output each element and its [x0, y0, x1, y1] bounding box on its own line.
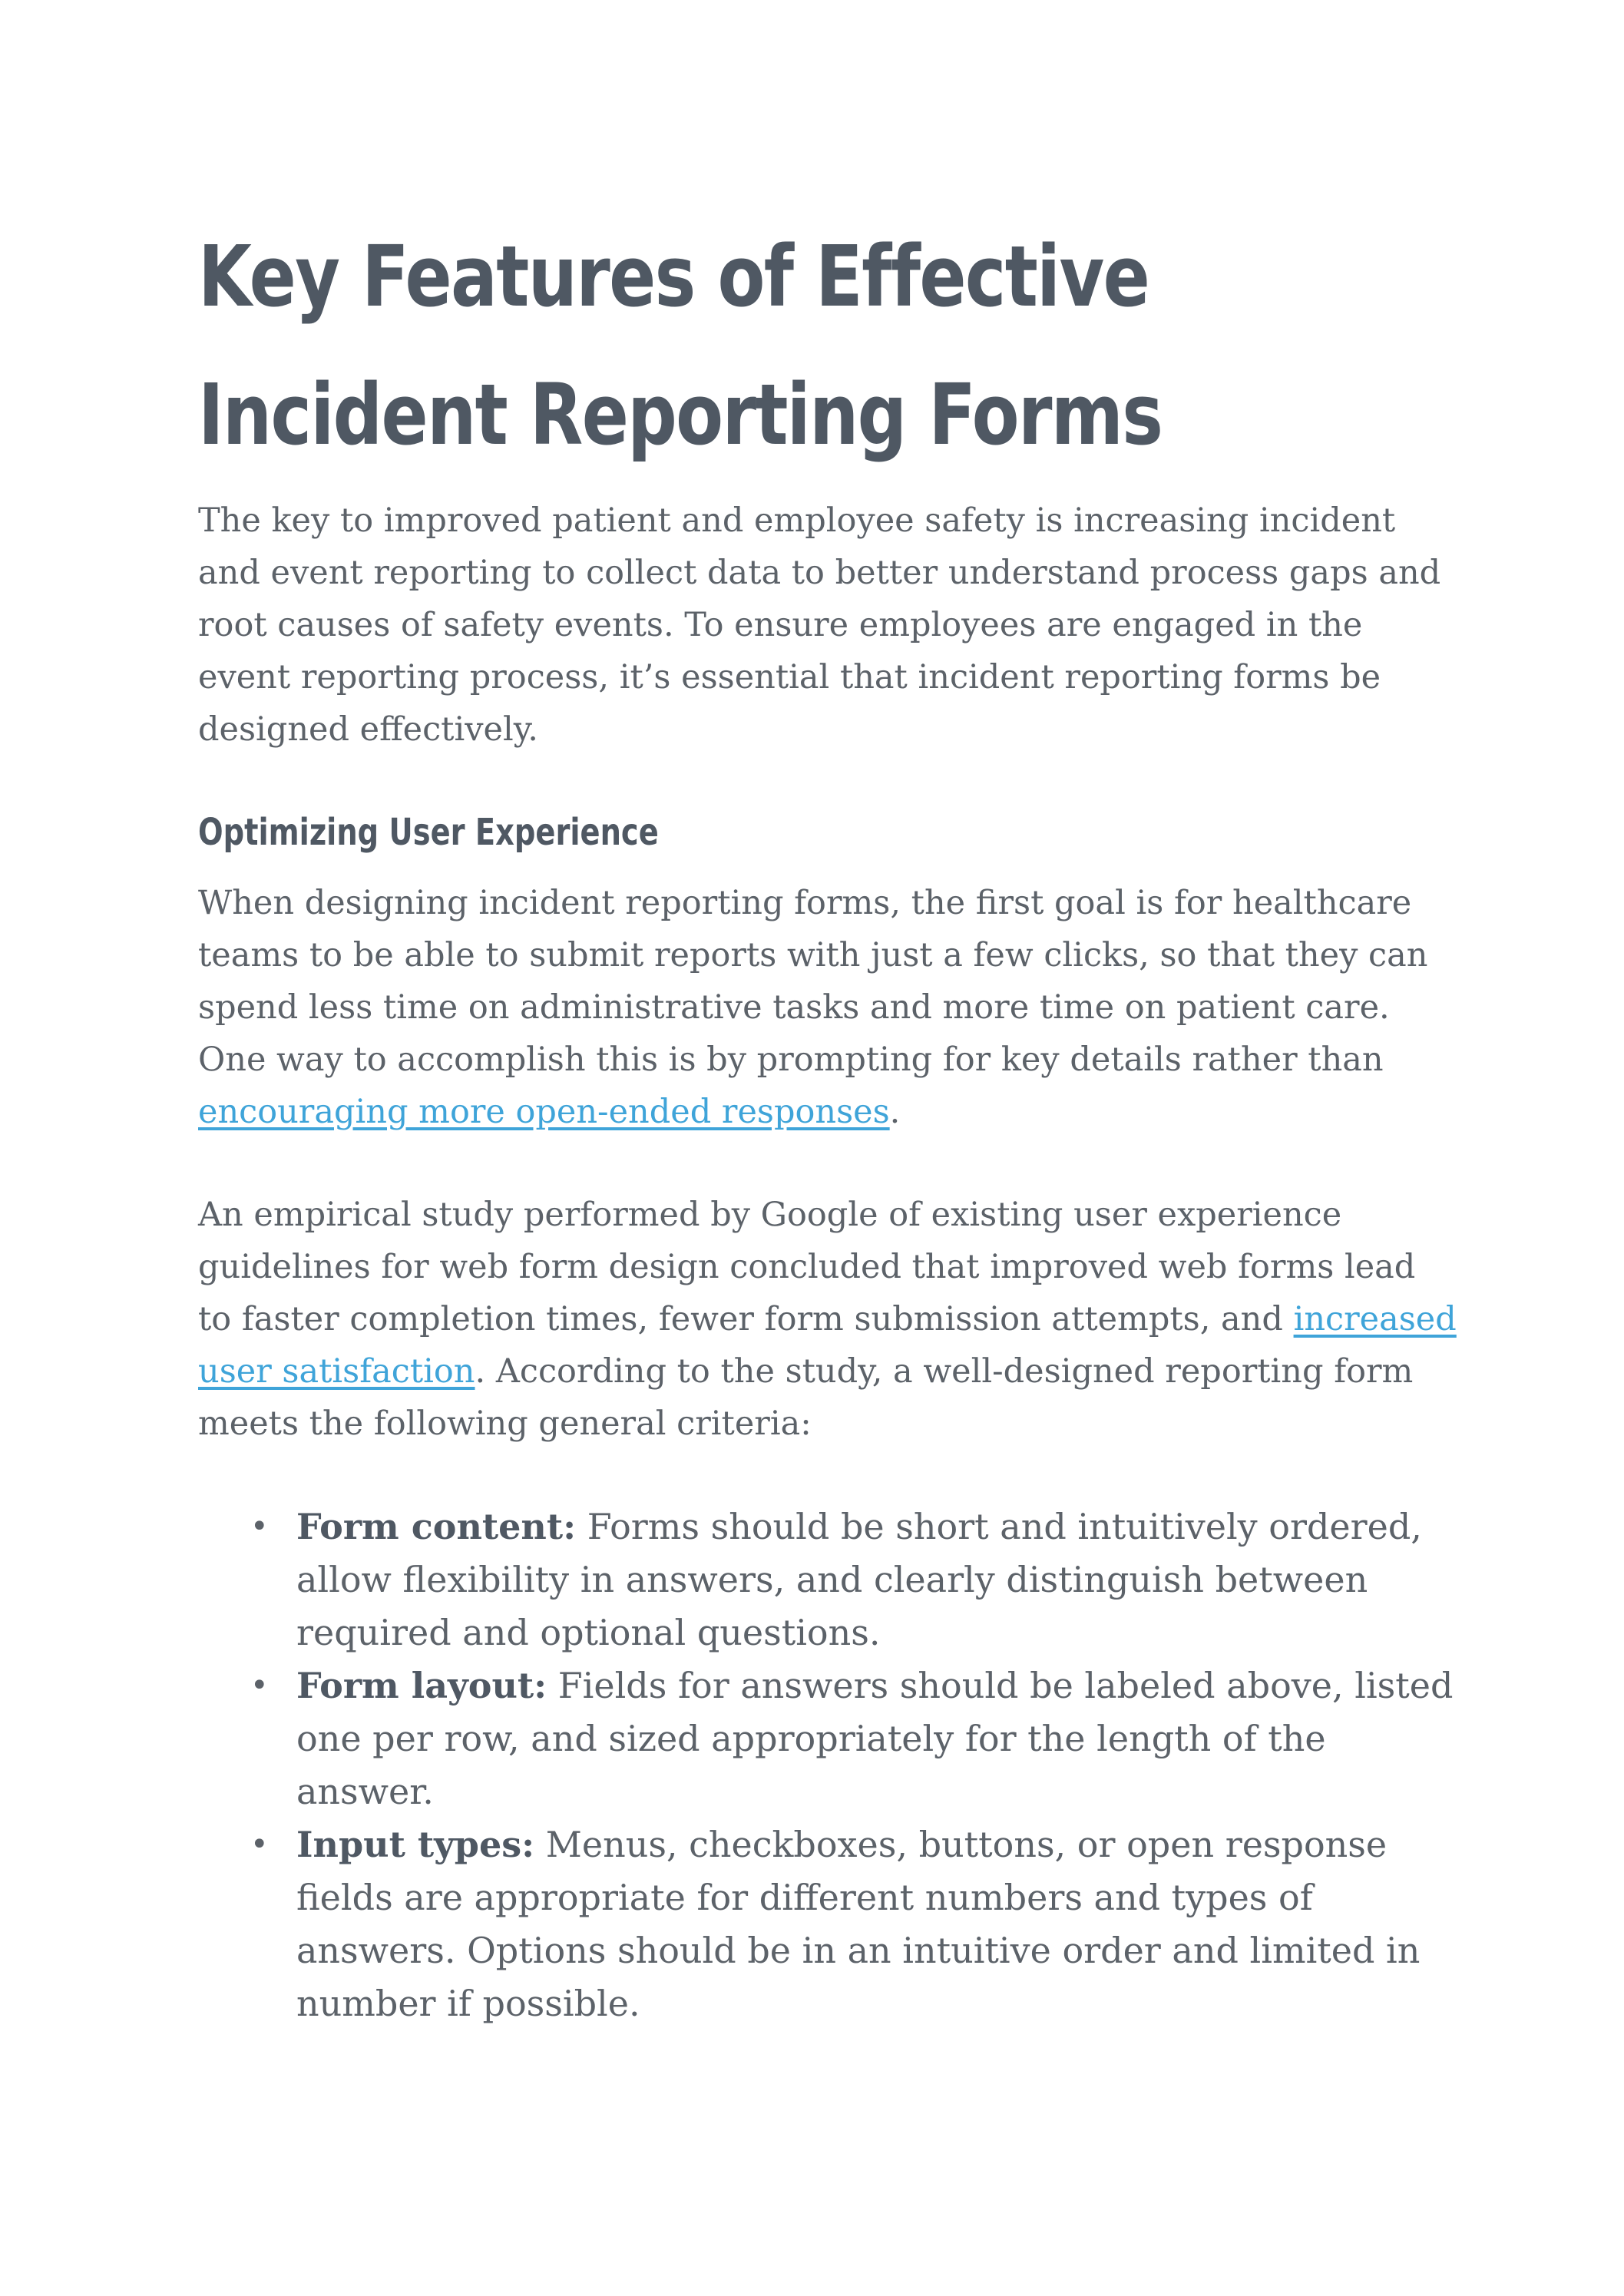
- list-item-text: Menus, checkboxes, buttons, or open response fields are appropriate for different numbers and types of answers. Options should be in an intuitive order and limited in number if possible.: [296, 1824, 1421, 2024]
- list-item-text: Forms should be short and intuitively ordered, allow flexibility in answers, and clearly distinguish between required and optional questions.: [296, 1506, 1422, 1653]
- intro-paragraph: The key to improved patient and employee safety is increasing incident and event reporting to collect data to better understand process gaps and root causes of safety events. To ensure employees are engaged in the event reporting process, it’s essential that incident reporting forms be designed effectively.: [198, 501, 1441, 749]
- article: [198, 207, 1457, 2030]
- page-title-line-1: Key Features of Effective: [198, 227, 1149, 326]
- paragraph-google-study: [198, 1189, 1457, 1450]
- bullet-icon: •: [250, 1509, 269, 1544]
- list-item: [250, 1818, 1457, 2030]
- user-satisfaction-link[interactable]: increased user satisfaction: [198, 1300, 1457, 1391]
- bullet-icon: •: [250, 1827, 269, 1862]
- open-ended-responses-link[interactable]: encouraging more open-ended responses: [198, 1093, 890, 1131]
- paragraph-end: .: [889, 1093, 901, 1131]
- list-item-label: Form content:: [296, 1506, 577, 1547]
- page-title: [198, 207, 1231, 484]
- criteria-list: [198, 1500, 1457, 2030]
- list-item: [250, 1659, 1457, 1818]
- paragraph-end: . According to the study, a well-designed reporting form meets the following general criteria:: [198, 1352, 1414, 1443]
- list-item: [250, 1500, 1457, 1659]
- list-item-label: Input types:: [296, 1824, 535, 1865]
- list-item-label: Form layout:: [296, 1665, 547, 1706]
- paragraph-text: An empirical study performed by Google of existing user experience guidelines for web form design concluded that improved web forms lead to faster completion times, fewer form submission attempts, and: [198, 1196, 1416, 1338]
- section-heading: Optimizing User Experience: [198, 811, 659, 854]
- paragraph-text: When designing incident reporting forms, the first goal is for healthcare teams to be able to submit reports with just a few clicks, so that they can spend less time on administrative tasks and more time on patient care. One way to accomplish this is by prompting for key details rather than: [198, 884, 1428, 1079]
- bullet-icon: •: [250, 1668, 269, 1703]
- page-title-line-2: Incident Reporting Forms: [198, 366, 1163, 464]
- list-item-text: Fields for answers should be labeled above, listed one per row, and sized appropriately for the length of the answer.: [296, 1665, 1454, 1812]
- paragraph-user-experience: [198, 877, 1457, 1138]
